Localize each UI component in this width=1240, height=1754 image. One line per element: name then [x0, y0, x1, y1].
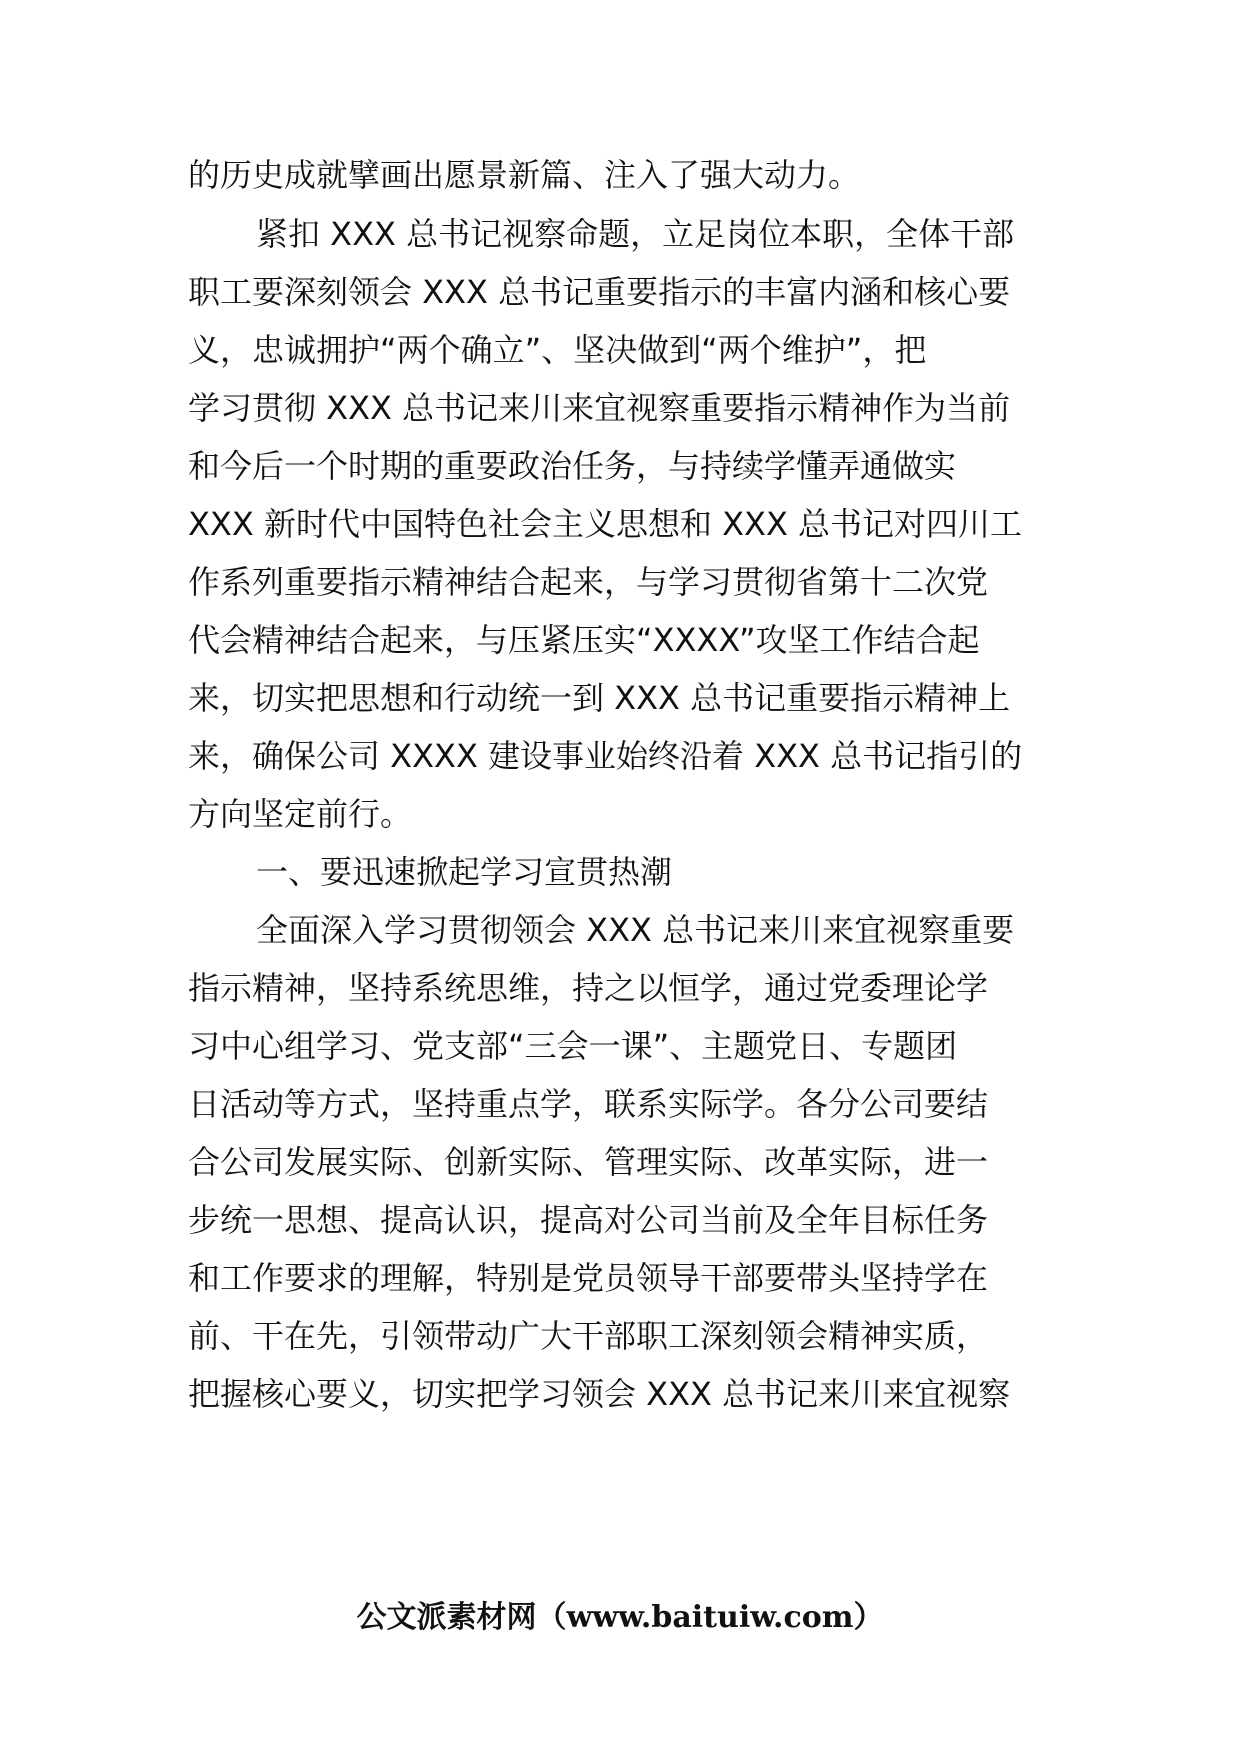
- paragraph-line: 的历史成就擘画出愿景新篇、注入了强大动力。: [188, 156, 861, 194]
- paragraph-line: 指示精神，坚持系统思维，持之以恒学，通过党委理论学: [188, 969, 989, 1007]
- paragraph-line: 和今后一个时期的重要政治任务，与持续学懂弄通做实: [188, 447, 957, 485]
- paragraph-line: 来，切实把思想和行动统一到 XXX 总书记重要指示精神上: [188, 679, 1011, 717]
- paragraph-line: 职工要深刻领会 XXX 总书记重要指示的丰富内涵和核心要: [188, 273, 1011, 311]
- paragraph-line: 学习贯彻 XXX 总书记来川来宜视察重要指示精神作为当前: [188, 389, 1011, 427]
- paragraph-line: 来，确保公司 XXXX 建设事业始终沿着 XXX 总书记指引的: [188, 737, 1023, 775]
- paragraph-line: 义，忠诚拥护“两个确立”、坚决做到“两个维护”，把: [188, 331, 927, 369]
- paragraph-line: 习中心组学习、党支部“三会一课”、主题党日、专题团: [188, 1027, 958, 1065]
- paragraph-line: 把握核心要义，切实把学习领会 XXX 总书记来川来宜视察: [188, 1375, 1011, 1413]
- paragraph-line: 前、干在先，引领带动广大干部职工深刻领会精神实质，: [188, 1317, 989, 1355]
- paragraph-line: 和工作要求的理解，特别是党员领导干部要带头坚持学在: [188, 1259, 989, 1297]
- paragraph-line: 方向坚定前行。: [188, 795, 413, 833]
- paragraph-line: 全面深入学习贯彻领会 XXX 总书记来川来宜视察重要: [256, 911, 1015, 949]
- paragraph-line: 合公司发展实际、创新实际、管理实际、改革实际，进一: [188, 1143, 989, 1181]
- paragraph-line: XXX 新时代中国特色社会主义思想和 XXX 总书记对四川工: [188, 505, 1023, 543]
- footer-watermark: 公文派素材网（www.baituiw.com）: [356, 1600, 884, 1635]
- paragraph-line: 紧扣 XXX 总书记视察命题，立足岗位本职，全体干部: [256, 215, 1015, 253]
- section-heading: 一、要迅速掀起学习宣贯热潮: [256, 853, 673, 891]
- paragraph-line: 步统一思想、提高认识，提高对公司当前及全年目标任务: [188, 1201, 989, 1239]
- paragraph-line: 代会精神结合起来，与压紧压实“XXXX”攻坚工作结合起: [188, 621, 980, 659]
- paragraph-line: 日活动等方式，坚持重点学，联系实际学。各分公司要结: [188, 1085, 989, 1123]
- paragraph-line: 作系列重要指示精神结合起来，与学习贯彻省第十二次党: [188, 563, 989, 601]
